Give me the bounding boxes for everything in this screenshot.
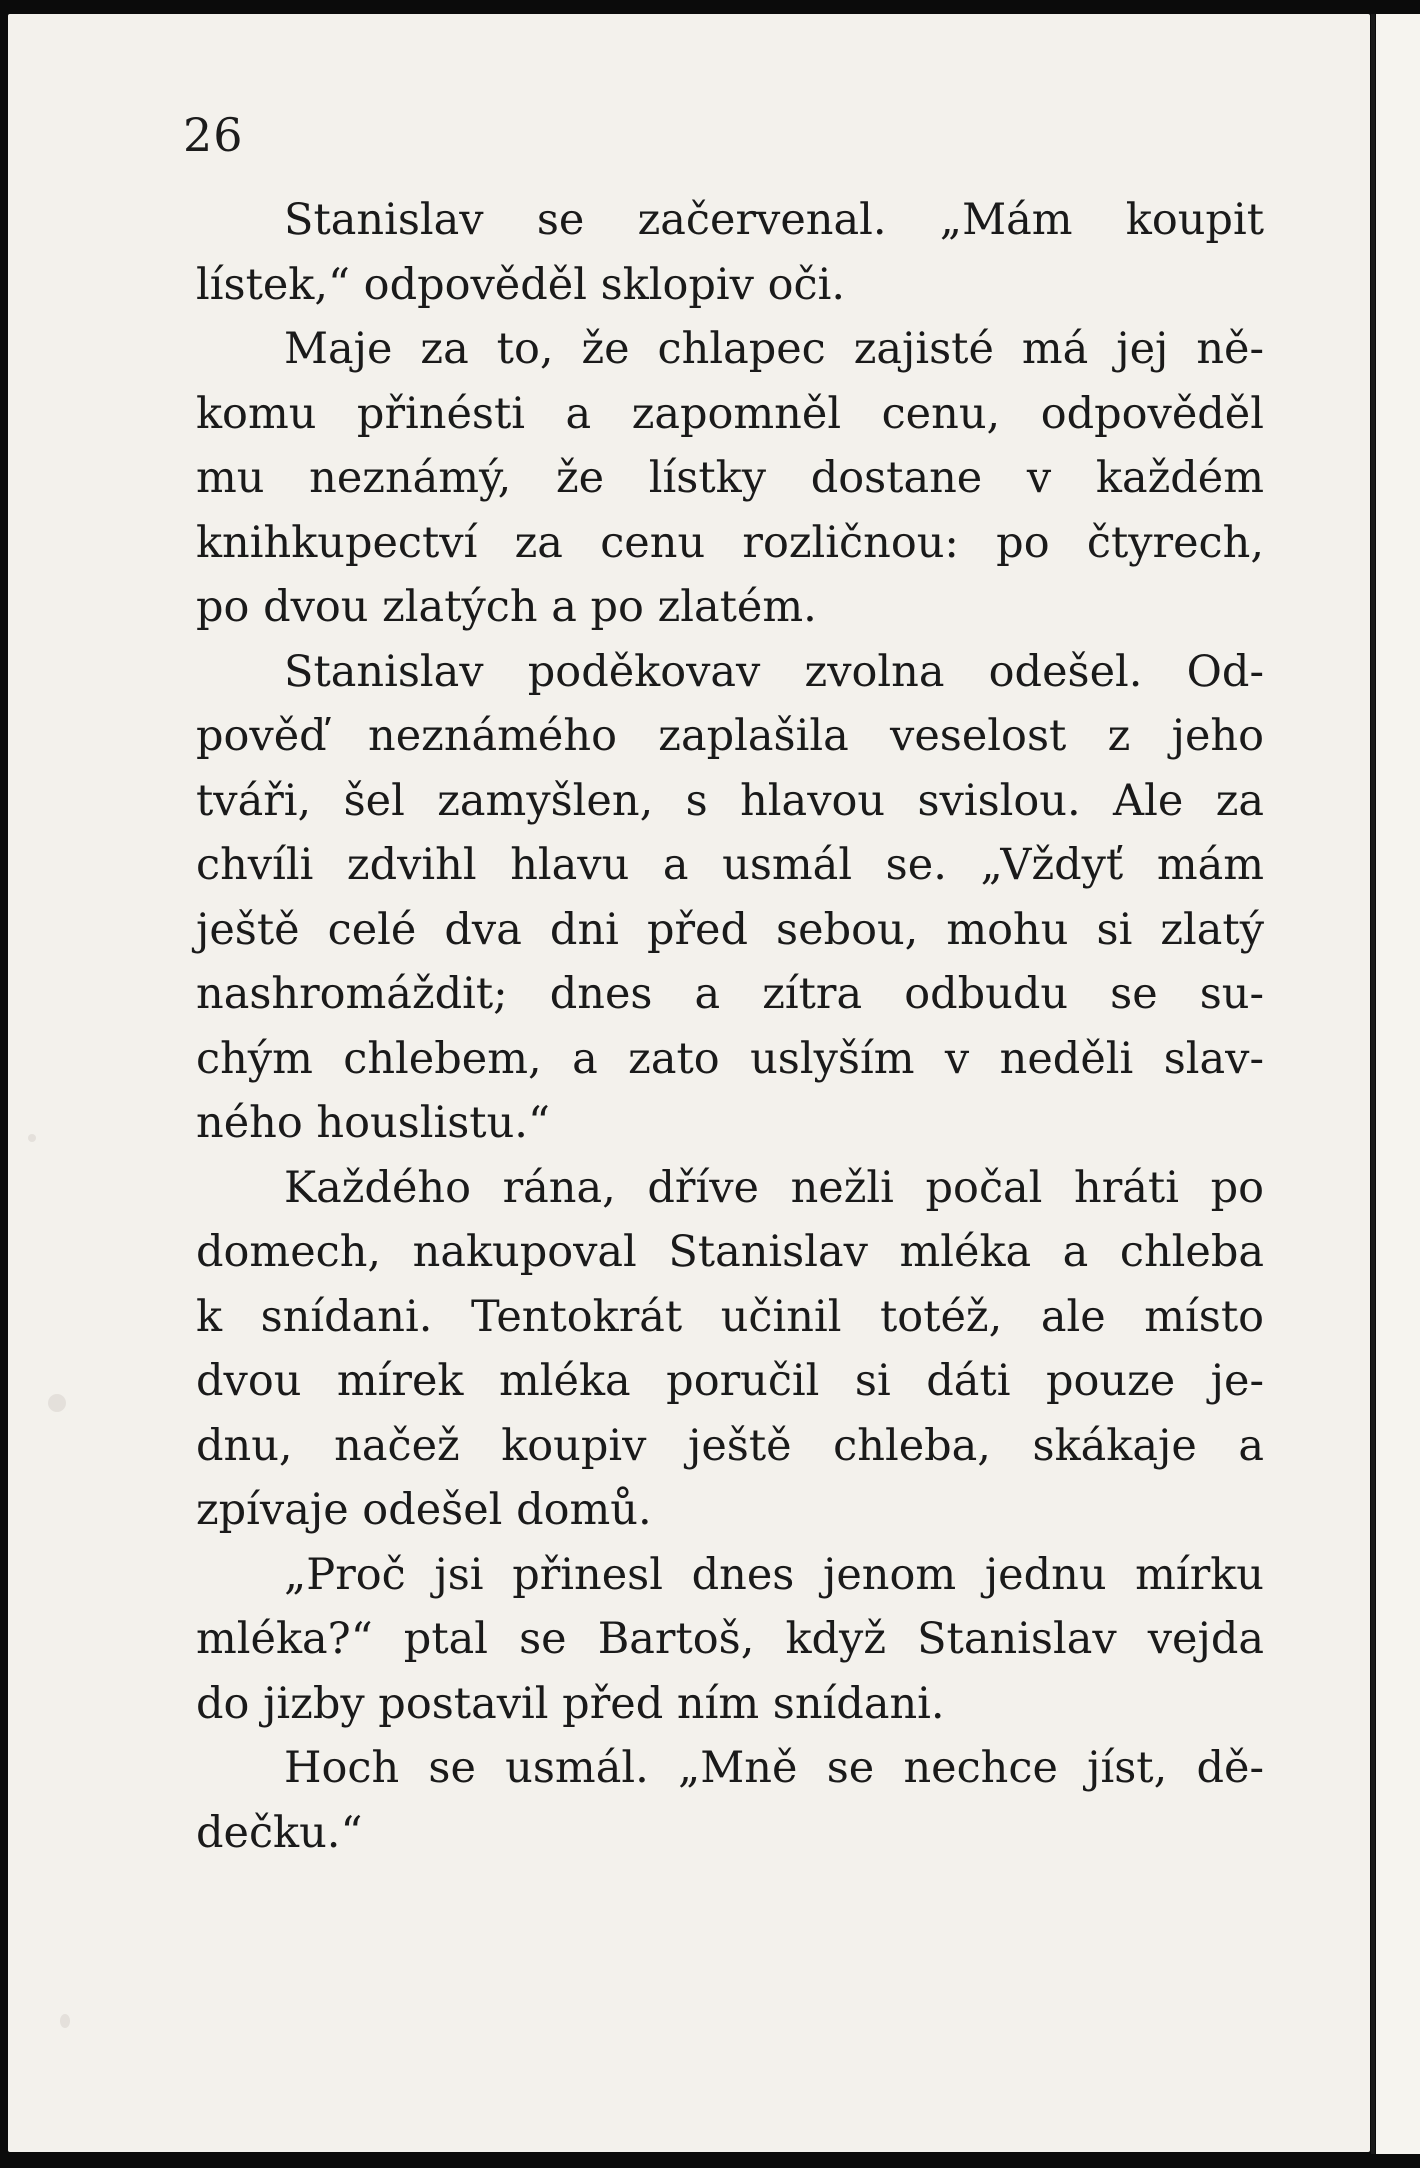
text-line: dvou mírek mléka poručil si dáti pouze je- <box>196 1356 1264 1406</box>
text-line: do jizby postavil před ním snídani. <box>196 1678 945 1729</box>
text-line: ještě celé dva dni před sebou, mohu si zlatý <box>196 904 1264 955</box>
text-line: Stanislav poděkovav zvolna odešel. Od- <box>284 646 1264 697</box>
text-line: Maje za to, že chlapec zajisté má jej ně- <box>284 324 1264 374</box>
text-line: „Proč jsi přinesl dnes jenom jednu mírku <box>284 1549 1264 1600</box>
text-line: chým chlebem, a zato uslyším v neděli slav- <box>196 1033 1264 1084</box>
text-line: pověď neznámého zaplašila veselost z jeho <box>196 711 1264 761</box>
text-line: po dvou zlatých a po zlatém. <box>196 582 817 632</box>
text-line: Každého rána, dříve nežli počal hráti po <box>284 1162 1264 1213</box>
text-line: nashromáždit; dnes a zítra odbudu se su- <box>196 969 1264 1019</box>
next-page-edge <box>1376 14 1420 2154</box>
page-number: 26 <box>183 108 244 162</box>
text-line: dnu, načež koupiv ještě chleba, skákaje a <box>196 1420 1264 1471</box>
page-edge-line <box>1371 14 1375 2154</box>
text-line: chvíli zdvihl hlavu a usmál se. „Vždyť mám <box>196 840 1264 890</box>
text-line: komu přinésti a zapomněl cenu, odpověděl <box>196 388 1264 439</box>
text-line: mléka?“ ptal se Bartoš, když Stanislav vejda <box>196 1614 1264 1664</box>
text-line: knihkupectví za cenu rozličnou: po čtyrech, <box>196 517 1264 568</box>
page-smudge <box>28 1134 36 1142</box>
text-line: mu neznámý, že lístky dostane v každém <box>196 453 1264 503</box>
text-line: k snídani. Tentokrát učinil totéž, ale místo <box>196 1291 1264 1342</box>
text-line: Stanislav se začervenal. „Mám koupit <box>284 195 1264 245</box>
body-text <box>196 188 1264 1865</box>
text-line: lístek,“ odpověděl sklopiv oči. <box>196 259 846 310</box>
text-line: zpívaje odešel domů. <box>196 1485 652 1535</box>
text-line: ného houslistu.“ <box>196 1098 550 1148</box>
text-line: dečku.“ <box>196 1807 363 1858</box>
page-smudge <box>60 2014 70 2028</box>
text-line: tváři, šel zamyšlen, s hlavou svislou. Ale za <box>196 775 1264 826</box>
text-line: domech, nakupoval Stanislav mléka a chleba <box>196 1227 1264 1277</box>
page-smudge <box>48 1394 66 1412</box>
text-line: Hoch se usmál. „Mně se nechce jíst, dě- <box>284 1743 1264 1793</box>
